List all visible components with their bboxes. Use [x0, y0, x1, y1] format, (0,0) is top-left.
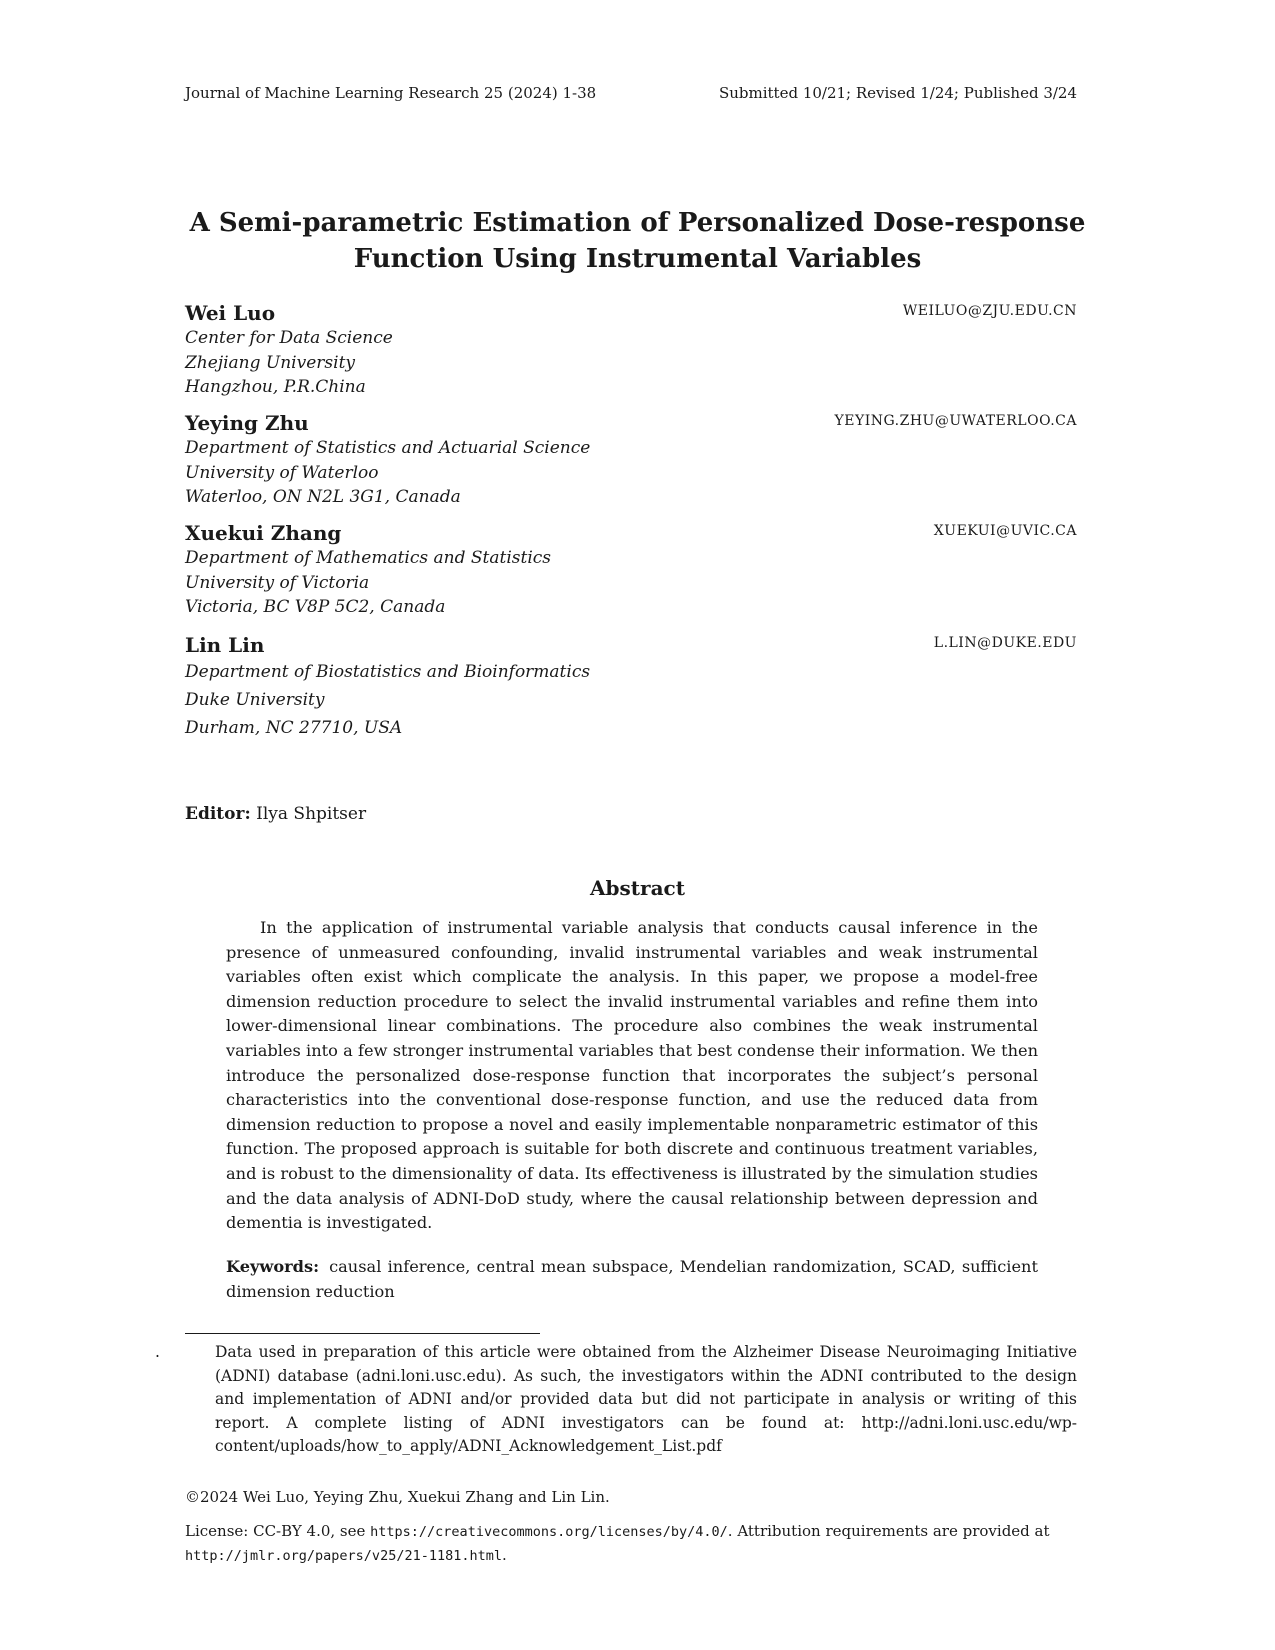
license-prefix: License: CC-BY 4.0, see	[185, 1522, 371, 1540]
author-email: WEILUO@ZJU.EDU.CN	[902, 303, 1077, 319]
author-affiliation: Waterloo, ON N2L 3G1, Canada	[185, 487, 461, 507]
author-name: Xuekui Zhang	[185, 521, 342, 545]
abstract-text: In the application of instrumental variable analysis that conducts causal inference in the presence of unmeasured confounding, invalid instrumental variables and weak instrumental variables often exist which complicate the analysis. In this paper, we propose a model-free dimension reduction procedure to select the invalid instrumental variables and refine them into lower-dimensional linear combinations. The procedure also combines the weak instrumental variables into a few stronger instrumental variables that best condense their information. We then introduce the personalized dose-response function that incorporates the subject’s personal characteristics into the conventional dose-response function, and use the reduced data from dimension reduction to propose a novel and easily implementable nonparametric estimator of this function. The proposed approach is suitable for both discrete and continuous treatment variables, and is robust to the dimensionality of data. Its effectiveness is illustrated by the simulation studies and the data analysis of ADNI-DoD study, where the causal relationship between depression and dementia is investigated.	[226, 918, 1038, 1233]
author-affiliation: Duke University	[185, 690, 325, 710]
footnote	[155, 1341, 1077, 1459]
footnote-text: Data used in preparation of this article were obtained from the Alzheimer Disease Neuroimaging Initiative (ADNI) database (adni.loni.usc.edu). As such, the investigators within the ADNI contributed to the design and implementation of ADNI and/or provided data but did not participate in analysis or writing of this report. A complete listing of ADNI investigators can be found at: http://adni.loni.usc.edu/wp-content/uploads/how_to_apply/ADNI_Acknowledgement_List.pdf	[215, 1343, 1077, 1455]
author-affiliation: Zhejiang University	[185, 352, 355, 373]
author-block	[185, 632, 1077, 742]
author-affiliation: Department of Statistics and Actuarial Science	[185, 438, 591, 458]
author-name: Yeying Zhu	[185, 411, 309, 435]
author-email: XUEKUI@UVIC.CA	[933, 523, 1077, 539]
title-line-2: Function Using Instrumental Variables	[353, 244, 922, 274]
title-line-1: A Semi-parametric Estimation of Personalized Dose-response	[189, 208, 1086, 238]
author-name: Lin Lin	[185, 633, 265, 657]
author-block	[185, 520, 1077, 620]
license-url-link[interactable]: https://creativecommons.org/licenses/by/4.0/	[370, 1524, 728, 1540]
license-middle: . Attribution requirements are provided at	[727, 1522, 1050, 1540]
license-notice	[185, 1520, 1077, 1568]
author-affiliation: Center for Data Science	[185, 328, 393, 348]
author-affiliation: University of Waterloo	[185, 462, 379, 483]
keywords-label: Keywords:	[226, 1257, 320, 1276]
author-block	[185, 300, 1077, 400]
editor-label: Editor:	[185, 804, 251, 824]
author-block	[185, 410, 1077, 510]
author-email: L.LIN@DUKE.EDU	[933, 635, 1077, 651]
paper-title	[150, 205, 1125, 277]
journal-header: Journal of Machine Learning Research 25 (2024) 1-38	[185, 84, 597, 102]
submission-dates: Submitted 10/21; Revised 1/24; Published 3/24	[718, 84, 1077, 102]
author-affiliation: Durham, NC 27710, USA	[185, 718, 403, 738]
abstract-heading: Abstract	[590, 876, 685, 900]
footnote-marker: .	[155, 1343, 160, 1361]
paper-url-link[interactable]: http://jmlr.org/papers/v25/21-1181.html	[185, 1548, 502, 1564]
keywords-text: causal inference, central mean subspace, Mendelian randomization, SCAD, sufficient dimension reduction	[226, 1257, 1038, 1301]
copyright-notice: ©2024 Wei Luo, Yeying Zhu, Xuekui Zhang and Lin Lin.	[185, 1488, 610, 1506]
author-affiliation: University of Victoria	[185, 572, 370, 593]
editor-name: Ilya Shpitser	[256, 804, 367, 824]
author-affiliation: Hangzhou, P.R.China	[185, 377, 366, 397]
author-affiliation: Victoria, BC V8P 5C2, Canada	[185, 597, 446, 617]
author-affiliation: Department of Biostatistics and Bioinformatics	[185, 662, 591, 682]
keywords	[226, 1255, 1038, 1304]
editor-line	[185, 804, 366, 824]
author-email: YEYING.ZHU@UWATERLOO.CA	[834, 413, 1077, 429]
license-suffix: .	[501, 1546, 507, 1564]
author-affiliation: Department of Mathematics and Statistics	[185, 548, 552, 568]
author-name: Wei Luo	[185, 301, 276, 325]
footnote-rule	[185, 1333, 540, 1334]
